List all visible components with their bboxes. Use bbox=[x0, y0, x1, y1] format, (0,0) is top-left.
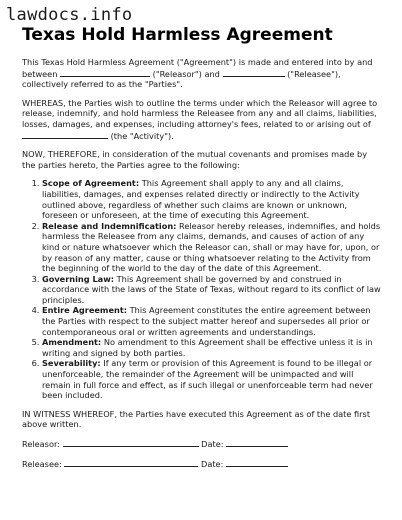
whereas-text-2: (the "Activity"). bbox=[110, 130, 174, 141]
releasor-label: Releasor: bbox=[22, 439, 60, 449]
clause-text: No amendment to this Agreement shall be effective unless it is in writing and signed by both parties. bbox=[42, 337, 373, 358]
clause-text: This Agreement constitutes the entire agreement between the Parties with respect to the subject matter hereof and supersedes all prior or contemporaneous oral or written agreements and understandings. bbox=[42, 305, 371, 337]
clause-term: Entire Agreement: bbox=[42, 305, 128, 316]
releasee-name-blank[interactable] bbox=[223, 68, 285, 77]
releasor-date-label: Date: bbox=[201, 439, 224, 449]
clause-text: This Agreement shall apply to any and all claims, liabilities, damages, and expenses related directly or indirectly to the Activity outlined above, regardless of whether such claims are known or unknown, foreseen or unforeseen, at the time of executing this Agreement. bbox=[42, 178, 360, 221]
intro-text-2: ("Releasor") and bbox=[152, 68, 220, 79]
clause-item bbox=[42, 358, 383, 400]
whereas-paragraph bbox=[22, 98, 383, 141]
intro-text-1: This Texas Hold Harmless Agreement ("Agreement") is made and entered into by and between bbox=[22, 57, 373, 79]
releasee-signature-blank[interactable] bbox=[64, 458, 198, 467]
clause-text: Releasor hereby releases, indemnifies, and holds harmless the Releasee from any claims, demands, and causes of action of any kind or nature whatsoever which the Releasor can, shall or may have for, upon, or by reason of any matter, cause or thing whatsoever relating to the Activity from the beginning of the world to the day of the date of this Agreement. bbox=[42, 220, 381, 274]
document-title: Texas Hold Harmless Agreement bbox=[22, 25, 333, 45]
releasor-signature-row bbox=[22, 438, 383, 450]
clause-term: Amendment: bbox=[42, 337, 102, 348]
agreement-body bbox=[22, 57, 383, 477]
clause-item bbox=[42, 274, 383, 306]
releasor-signature-blank[interactable] bbox=[63, 438, 199, 447]
releasee-signature-row bbox=[22, 458, 383, 470]
activity-blank[interactable] bbox=[22, 130, 108, 139]
clause-term: Release and Indemnification: bbox=[42, 220, 177, 231]
releasor-name-blank[interactable] bbox=[60, 68, 150, 77]
clause-item bbox=[42, 178, 383, 220]
clause-term: Governing Law: bbox=[42, 273, 115, 284]
now-therefore-paragraph: NOW, THEREFORE, in consideration of the mutual covenants and promises made by the parties hereto, the Parties agree to the following: bbox=[22, 149, 368, 170]
clause-text: If any term or provision of this Agreement is found to be illegal or unenforceable, the remainder of the Agreement will be unimpacted and will remain in full force and effect, as if such illegal or unenforceable term had never been included. bbox=[42, 358, 373, 401]
intro-text-3: ("Releasee"), collectively referred to as the "Parties". bbox=[22, 68, 341, 90]
whereas-text-1: WHEREAS, the Parties wish to outline the terms under which the Releasor will agree to release, indemnify, and hold harmless the Releasee from any and all claims, liabilities, losses, damages, and expenses, including attorney's fees, related to or arising out of bbox=[22, 97, 378, 129]
clause-item bbox=[42, 337, 383, 358]
clause-text: This Agreement shall be governed by and construed in accordance with the laws of the State of Texas, without regard to its conflict of law principles. bbox=[42, 273, 381, 305]
clause-item bbox=[42, 221, 383, 274]
releasor-date-blank[interactable] bbox=[226, 438, 288, 447]
intro-paragraph bbox=[22, 57, 383, 90]
clause-item bbox=[42, 305, 383, 337]
clause-list bbox=[22, 178, 383, 400]
witness-paragraph: IN WITNESS WHEREOF, the Parties have executed this Agreement as of the date first above written. bbox=[22, 408, 371, 430]
clause-term: Severability: bbox=[42, 358, 101, 369]
clause-term: Scope of Agreement: bbox=[42, 178, 140, 189]
releasee-date-label: Date: bbox=[201, 458, 224, 469]
releasee-label: Releasee: bbox=[22, 458, 62, 469]
site-watermark: lawdocs.info bbox=[6, 5, 133, 25]
releasee-date-blank[interactable] bbox=[226, 458, 288, 467]
